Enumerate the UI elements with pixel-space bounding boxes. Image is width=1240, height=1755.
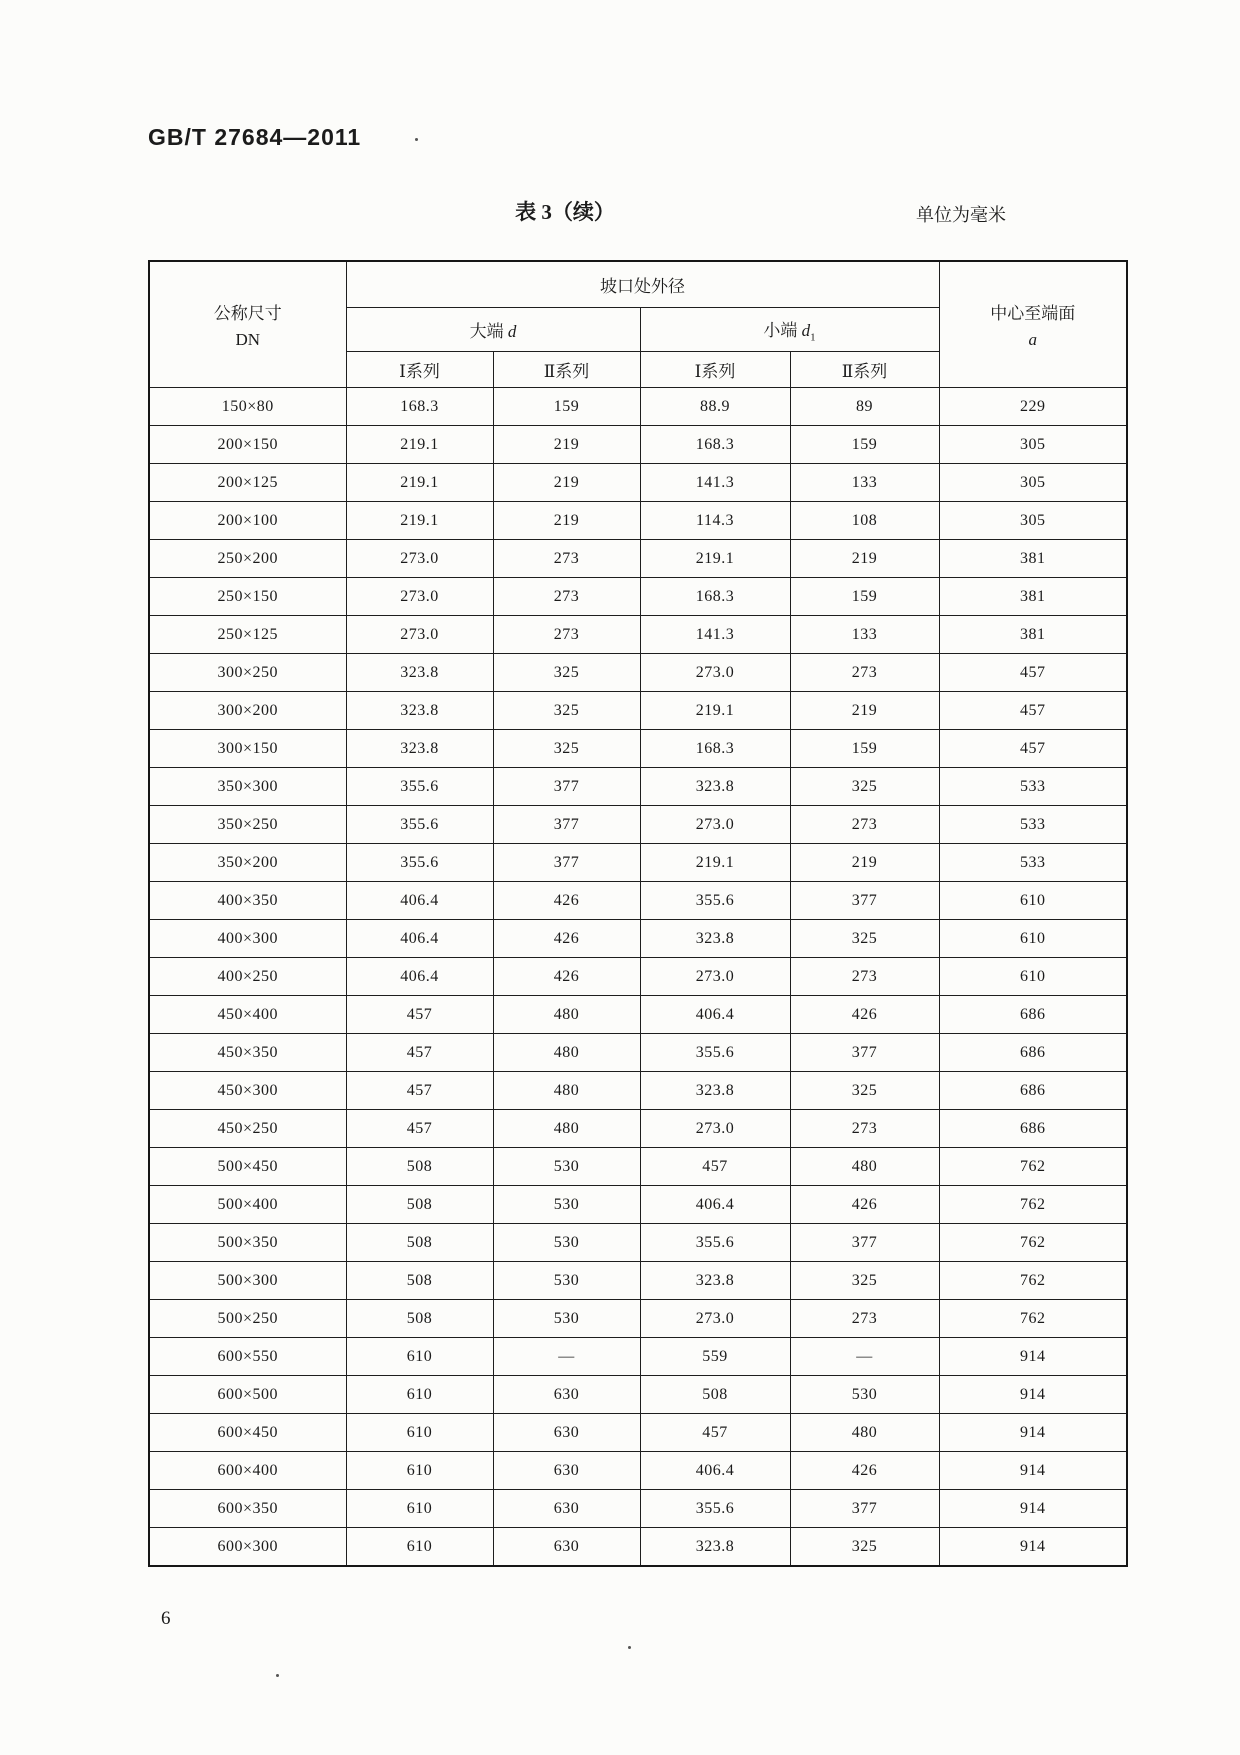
cell-big-end-series1: 219.1 [346, 426, 493, 464]
table-row [149, 920, 1127, 958]
cell-big-end-series2: 530 [493, 1148, 640, 1186]
cell-big-end-series2: 530 [493, 1186, 640, 1224]
cell-small-end-series2: 480 [790, 1148, 939, 1186]
cell-small-end-series2: 377 [790, 1224, 939, 1262]
table-row [149, 1110, 1127, 1148]
cell-nominal-size: 350×200 [149, 844, 346, 882]
cell-nominal-size: 150×80 [149, 388, 346, 426]
cell-small-end-series2: 480 [790, 1414, 939, 1452]
cell-nominal-size: 500×400 [149, 1186, 346, 1224]
cell-nominal-size: 600×500 [149, 1376, 346, 1414]
cell-nominal-size: 600×350 [149, 1490, 346, 1528]
cell-small-end-series1: 141.3 [640, 616, 790, 654]
cell-small-end-series1: 355.6 [640, 1490, 790, 1528]
cell-big-end-series1: 457 [346, 996, 493, 1034]
cell-big-end-series2: 630 [493, 1528, 640, 1567]
table-header [149, 261, 1127, 388]
cell-small-end-series2: 159 [790, 730, 939, 768]
cell-nominal-size: 400×300 [149, 920, 346, 958]
cell-center-to-end: 381 [939, 616, 1127, 654]
cell-small-end-series1: 508 [640, 1376, 790, 1414]
cell-nominal-size: 600×300 [149, 1528, 346, 1567]
cell-big-end-series2: 530 [493, 1300, 640, 1338]
cell-big-end-series1: 610 [346, 1452, 493, 1490]
cell-small-end-series1: 168.3 [640, 730, 790, 768]
cell-small-end-series2: 530 [790, 1376, 939, 1414]
cell-big-end-series1: 219.1 [346, 502, 493, 540]
cell-small-end-series1: 323.8 [640, 920, 790, 958]
cell-small-end-series2: 325 [790, 920, 939, 958]
cell-big-end-series1: 508 [346, 1224, 493, 1262]
header-big-end-label: 大端 [469, 322, 504, 341]
cell-center-to-end: 762 [939, 1262, 1127, 1300]
cell-center-to-end: 914 [939, 1528, 1127, 1567]
cell-big-end-series2: 377 [493, 806, 640, 844]
cell-center-to-end: 533 [939, 768, 1127, 806]
header-big-end-series-2: Ⅱ系列 [493, 352, 640, 388]
cell-small-end-series2: 133 [790, 616, 939, 654]
cell-small-end-series2: 219 [790, 540, 939, 578]
cell-center-to-end: 914 [939, 1490, 1127, 1528]
header-center-to-end-symbol: a [1028, 330, 1037, 349]
cell-nominal-size: 600×450 [149, 1414, 346, 1452]
table-row [149, 1262, 1127, 1300]
header-nominal-size-line2: DN [235, 330, 261, 349]
cell-big-end-series1: 610 [346, 1376, 493, 1414]
table-row [149, 1300, 1127, 1338]
header-nominal-size-line1: 公称尺寸 [213, 304, 282, 323]
header-small-end-symbol: d [801, 320, 811, 340]
cell-center-to-end: 914 [939, 1338, 1127, 1376]
cell-nominal-size: 450×350 [149, 1034, 346, 1072]
cell-nominal-size: 400×250 [149, 958, 346, 996]
table-row [149, 426, 1127, 464]
cell-center-to-end: 533 [939, 844, 1127, 882]
cell-small-end-series1: 355.6 [640, 882, 790, 920]
cell-big-end-series2: 325 [493, 654, 640, 692]
cell-small-end-series1: 323.8 [640, 1262, 790, 1300]
cell-center-to-end: 610 [939, 958, 1127, 996]
cell-big-end-series1: 457 [346, 1110, 493, 1148]
header-small-end-series-2: Ⅱ系列 [790, 352, 939, 388]
cell-small-end-series1: 406.4 [640, 996, 790, 1034]
cell-small-end-series1: 219.1 [640, 540, 790, 578]
table-row [149, 844, 1127, 882]
header-center-to-end [939, 261, 1127, 388]
cell-big-end-series2: 377 [493, 768, 640, 806]
table-row [149, 654, 1127, 692]
cell-big-end-series2: 325 [493, 730, 640, 768]
cell-center-to-end: 610 [939, 920, 1127, 958]
table-row [149, 768, 1127, 806]
table-row [149, 502, 1127, 540]
table-row [149, 1034, 1127, 1072]
cell-big-end-series1: 508 [346, 1300, 493, 1338]
table-row [149, 1490, 1127, 1528]
cell-big-end-series2: 530 [493, 1224, 640, 1262]
cell-nominal-size: 500×350 [149, 1224, 346, 1262]
cell-small-end-series2: 426 [790, 996, 939, 1034]
table-title: 表 3（续） [515, 200, 615, 224]
cell-small-end-series1: 219.1 [640, 692, 790, 730]
cell-big-end-series2: 219 [493, 464, 640, 502]
cell-nominal-size: 500×300 [149, 1262, 346, 1300]
header-bevel-od-group: 坡口处外径 [346, 261, 939, 308]
cell-small-end-series2: 273 [790, 1300, 939, 1338]
cell-big-end-series1: 457 [346, 1034, 493, 1072]
dimension-table [148, 260, 1128, 1567]
cell-small-end-series1: 406.4 [640, 1186, 790, 1224]
cell-small-end-series1: 168.3 [640, 578, 790, 616]
cell-center-to-end: 686 [939, 996, 1127, 1034]
table-row [149, 692, 1127, 730]
header-small-end-label: 小端 [763, 320, 798, 340]
header-center-to-end-label: 中心至端面 [990, 304, 1076, 323]
cell-small-end-series2: 325 [790, 768, 939, 806]
cell-big-end-series1: 508 [346, 1262, 493, 1300]
table-row [149, 1072, 1127, 1110]
cell-small-end-series2: 273 [790, 806, 939, 844]
table-row [149, 1376, 1127, 1414]
cell-center-to-end: 305 [939, 426, 1127, 464]
unit-note: 单位为毫米 [916, 205, 1006, 225]
cell-nominal-size: 300×150 [149, 730, 346, 768]
cell-big-end-series1: 610 [346, 1338, 493, 1376]
cell-small-end-series2: 219 [790, 692, 939, 730]
cell-small-end-series1: 273.0 [640, 806, 790, 844]
cell-big-end-series1: 323.8 [346, 654, 493, 692]
cell-big-end-series1: 457 [346, 1072, 493, 1110]
table-row [149, 1452, 1127, 1490]
cell-big-end-series1: 273.0 [346, 578, 493, 616]
cell-nominal-size: 250×125 [149, 616, 346, 654]
cell-small-end-series1: 457 [640, 1148, 790, 1186]
cell-center-to-end: 305 [939, 502, 1127, 540]
cell-big-end-series1: 406.4 [346, 882, 493, 920]
cell-big-end-series2: 426 [493, 958, 640, 996]
cell-center-to-end: 381 [939, 578, 1127, 616]
cell-nominal-size: 250×150 [149, 578, 346, 616]
cell-center-to-end: 762 [939, 1148, 1127, 1186]
cell-small-end-series1: 168.3 [640, 426, 790, 464]
table-row [149, 1186, 1127, 1224]
cell-small-end-series1: 114.3 [640, 502, 790, 540]
cell-nominal-size: 450×400 [149, 996, 346, 1034]
cell-big-end-series1: 323.8 [346, 692, 493, 730]
cell-big-end-series2: 630 [493, 1490, 640, 1528]
cell-small-end-series2: 377 [790, 882, 939, 920]
cell-small-end-series1: 273.0 [640, 1300, 790, 1338]
cell-small-end-series2: 273 [790, 1110, 939, 1148]
cell-small-end-series1: 355.6 [640, 1034, 790, 1072]
cell-nominal-size: 300×200 [149, 692, 346, 730]
cell-nominal-size: 500×450 [149, 1148, 346, 1186]
cell-center-to-end: 610 [939, 882, 1127, 920]
cell-big-end-series2: 630 [493, 1414, 640, 1452]
table-row [149, 464, 1127, 502]
cell-big-end-series2: 219 [493, 502, 640, 540]
cell-center-to-end: 457 [939, 692, 1127, 730]
cell-big-end-series2: 325 [493, 692, 640, 730]
cell-small-end-series1: 273.0 [640, 654, 790, 692]
cell-center-to-end: 457 [939, 654, 1127, 692]
cell-small-end-series1: 273.0 [640, 1110, 790, 1148]
table-row [149, 882, 1127, 920]
cell-big-end-series2: 480 [493, 1034, 640, 1072]
page-number: 6 [161, 1608, 171, 1629]
cell-small-end-series2: 273 [790, 654, 939, 692]
cell-big-end-series1: 610 [346, 1490, 493, 1528]
cell-small-end-series1: 355.6 [640, 1224, 790, 1262]
cell-big-end-series1: 508 [346, 1186, 493, 1224]
header-big-end-symbol: d [507, 322, 517, 341]
cell-center-to-end: 381 [939, 540, 1127, 578]
cell-big-end-series1: 323.8 [346, 730, 493, 768]
cell-center-to-end: 533 [939, 806, 1127, 844]
cell-small-end-series1: 219.1 [640, 844, 790, 882]
cell-center-to-end: 762 [939, 1224, 1127, 1262]
cell-small-end-series2: 377 [790, 1490, 939, 1528]
table-row [149, 806, 1127, 844]
cell-big-end-series1: 168.3 [346, 388, 493, 426]
cell-big-end-series1: 610 [346, 1528, 493, 1567]
cell-center-to-end: 914 [939, 1452, 1127, 1490]
cell-small-end-series2: 159 [790, 426, 939, 464]
scan-speck [415, 138, 418, 141]
cell-big-end-series2: 219 [493, 426, 640, 464]
cell-small-end-series2: 426 [790, 1186, 939, 1224]
cell-center-to-end: 686 [939, 1072, 1127, 1110]
cell-small-end-series2: 108 [790, 502, 939, 540]
table-row [149, 616, 1127, 654]
cell-big-end-series2: — [493, 1338, 640, 1376]
cell-small-end-series1: 323.8 [640, 1528, 790, 1567]
cell-center-to-end: 229 [939, 388, 1127, 426]
cell-center-to-end: 305 [939, 464, 1127, 502]
cell-nominal-size: 250×200 [149, 540, 346, 578]
cell-nominal-size: 450×300 [149, 1072, 346, 1110]
cell-big-end-series2: 630 [493, 1376, 640, 1414]
table-row [149, 958, 1127, 996]
cell-big-end-series1: 355.6 [346, 806, 493, 844]
table-row [149, 1414, 1127, 1452]
cell-nominal-size: 450×250 [149, 1110, 346, 1148]
cell-center-to-end: 457 [939, 730, 1127, 768]
cell-big-end-series2: 480 [493, 1110, 640, 1148]
scan-speck [628, 1646, 631, 1649]
standard-number: GB/T 27684—2011 [148, 124, 362, 150]
table-row [149, 730, 1127, 768]
cell-big-end-series1: 273.0 [346, 540, 493, 578]
cell-big-end-series1: 219.1 [346, 464, 493, 502]
cell-center-to-end: 762 [939, 1300, 1127, 1338]
cell-small-end-series1: 323.8 [640, 768, 790, 806]
cell-nominal-size: 200×100 [149, 502, 346, 540]
table-row [149, 388, 1127, 426]
cell-small-end-series2: 325 [790, 1072, 939, 1110]
cell-small-end-series2: 159 [790, 578, 939, 616]
cell-small-end-series1: 457 [640, 1414, 790, 1452]
cell-nominal-size: 350×300 [149, 768, 346, 806]
cell-small-end-series2: 377 [790, 1034, 939, 1072]
table-body [149, 388, 1127, 1567]
cell-small-end-series1: 141.3 [640, 464, 790, 502]
header-small-end-symbol-sub: 1 [810, 331, 816, 344]
table-row [149, 578, 1127, 616]
cell-big-end-series1: 355.6 [346, 768, 493, 806]
cell-small-end-series2: 325 [790, 1528, 939, 1567]
table-row [149, 1338, 1127, 1376]
cell-small-end-series2: 89 [790, 388, 939, 426]
cell-small-end-series1: 559 [640, 1338, 790, 1376]
cell-big-end-series2: 273 [493, 540, 640, 578]
scan-speck [276, 1674, 279, 1677]
cell-big-end-series2: 530 [493, 1262, 640, 1300]
header-small-end [640, 308, 939, 352]
cell-big-end-series2: 273 [493, 578, 640, 616]
cell-big-end-series2: 159 [493, 388, 640, 426]
cell-small-end-series2: 133 [790, 464, 939, 502]
cell-big-end-series2: 480 [493, 996, 640, 1034]
cell-big-end-series1: 508 [346, 1148, 493, 1186]
cell-small-end-series2: 273 [790, 958, 939, 996]
cell-big-end-series1: 273.0 [346, 616, 493, 654]
cell-nominal-size: 300×250 [149, 654, 346, 692]
cell-small-end-series1: 406.4 [640, 1452, 790, 1490]
cell-small-end-series2: — [790, 1338, 939, 1376]
cell-center-to-end: 914 [939, 1414, 1127, 1452]
cell-nominal-size: 600×400 [149, 1452, 346, 1490]
cell-small-end-series2: 325 [790, 1262, 939, 1300]
cell-center-to-end: 686 [939, 1034, 1127, 1072]
table-row [149, 540, 1127, 578]
cell-nominal-size: 200×125 [149, 464, 346, 502]
cell-big-end-series1: 406.4 [346, 920, 493, 958]
cell-center-to-end: 762 [939, 1186, 1127, 1224]
header-big-end [346, 308, 640, 352]
table-row [149, 996, 1127, 1034]
table-row [149, 1528, 1127, 1567]
cell-big-end-series1: 406.4 [346, 958, 493, 996]
cell-big-end-series1: 355.6 [346, 844, 493, 882]
cell-big-end-series2: 377 [493, 844, 640, 882]
table-row [149, 1224, 1127, 1262]
cell-big-end-series2: 630 [493, 1452, 640, 1490]
cell-small-end-series1: 273.0 [640, 958, 790, 996]
table-row [149, 1148, 1127, 1186]
cell-nominal-size: 600×550 [149, 1338, 346, 1376]
cell-small-end-series2: 219 [790, 844, 939, 882]
cell-center-to-end: 686 [939, 1110, 1127, 1148]
header-nominal-size [149, 261, 346, 388]
cell-small-end-series1: 88.9 [640, 388, 790, 426]
cell-big-end-series2: 273 [493, 616, 640, 654]
cell-small-end-series2: 426 [790, 1452, 939, 1490]
cell-small-end-series1: 323.8 [640, 1072, 790, 1110]
cell-big-end-series2: 480 [493, 1072, 640, 1110]
cell-nominal-size: 200×150 [149, 426, 346, 464]
cell-big-end-series1: 610 [346, 1414, 493, 1452]
cell-nominal-size: 350×250 [149, 806, 346, 844]
cell-big-end-series2: 426 [493, 882, 640, 920]
cell-nominal-size: 400×350 [149, 882, 346, 920]
cell-center-to-end: 914 [939, 1376, 1127, 1414]
header-small-end-series-1: Ⅰ系列 [640, 352, 790, 388]
cell-nominal-size: 500×250 [149, 1300, 346, 1338]
header-big-end-series-1: Ⅰ系列 [346, 352, 493, 388]
cell-big-end-series2: 426 [493, 920, 640, 958]
